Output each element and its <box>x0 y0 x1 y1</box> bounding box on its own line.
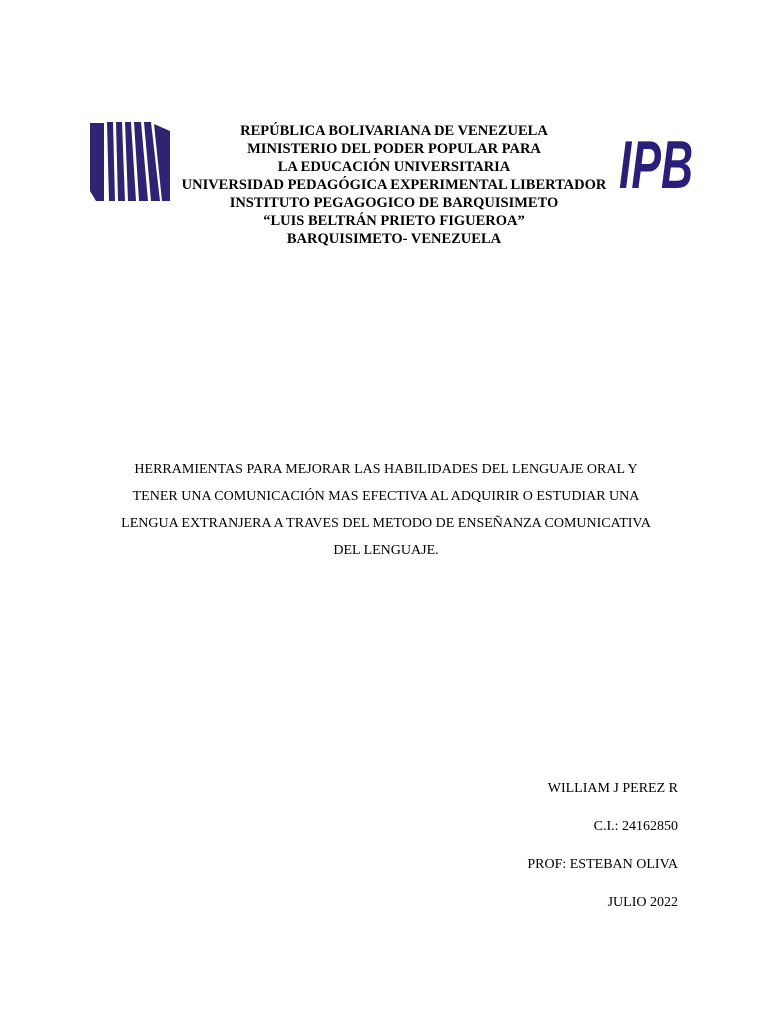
author-id: C.I.: 24162850 <box>593 819 678 834</box>
header-line: INSTITUTO PEGAGOGICO DE BARQUISIMETO <box>229 195 559 211</box>
upel-logo-icon <box>90 121 170 203</box>
header-line: “LUIS BELTRÁN PRIETO FIGUEROA” <box>263 213 525 229</box>
ipb-logo-icon <box>617 118 695 203</box>
header-line: REPÚBLICA BOLIVARIANA DE VENEZUELA <box>240 123 548 139</box>
title-line: LENGUA EXTRANJERA A TRAVES DEL METODO DE ENSEÑANZA COMUNICATIVA <box>121 516 651 531</box>
header-line: LA EDUCACIÓN UNIVERSITARIA <box>277 159 511 175</box>
header-line: UNIVERSIDAD PEDAGÓGICA EXPERIMENTAL LIBERTADOR <box>181 177 607 193</box>
title-line: DEL LENGUAJE. <box>333 543 439 558</box>
header-line: MINISTERIO DEL PODER POPULAR PARA <box>247 141 541 157</box>
document-title <box>80 456 692 564</box>
ipb-logo-text: IPB <box>619 127 693 203</box>
title-line: HERRAMIENTAS PARA MEJORAR LAS HABILIDADES DEL LENGUAJE ORAL Y <box>134 462 638 477</box>
header-line: BARQUISIMETO- VENEZUELA <box>286 231 502 247</box>
professor-name: PROF: ESTEBAN OLIVA <box>527 857 678 872</box>
document-date: JULIO 2022 <box>607 895 678 910</box>
author-info <box>527 780 678 932</box>
institution-header <box>160 122 628 248</box>
title-line: TENER UNA COMUNICACIÓN MAS EFECTIVA AL ADQUIRIR O ESTUDIAR UNA <box>132 489 640 504</box>
author-name: WILLIAM J PEREZ R <box>547 781 678 796</box>
